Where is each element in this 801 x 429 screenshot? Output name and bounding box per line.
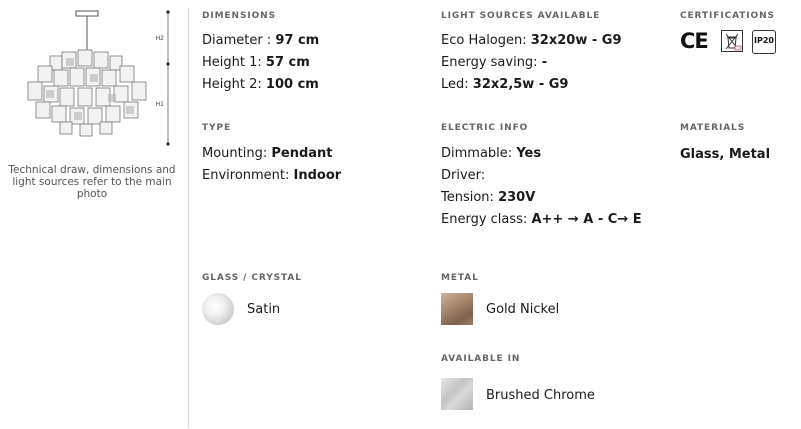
ip20-icon: IP20	[752, 30, 776, 54]
vertical-divider	[188, 8, 189, 428]
chandelier-drawing-icon	[10, 8, 180, 158]
height1-row	[202, 55, 310, 70]
energy-class-value: A++ → A - C→ E	[531, 212, 642, 227]
weee-bin-icon	[721, 30, 743, 52]
gold-nickel-swatch	[441, 293, 473, 325]
brushed-chrome-swatch	[441, 378, 473, 410]
energy-class-label: Energy class:	[441, 212, 528, 227]
electric-heading: ELECTRIC INFO	[441, 123, 529, 133]
dimensions-heading: DIMENSIONS	[202, 11, 276, 21]
diameter-row	[202, 33, 319, 48]
mounting-row	[202, 146, 333, 161]
materials-heading: MATERIALS	[680, 123, 746, 133]
type-heading: TYPE	[202, 123, 232, 133]
led-label: Led:	[441, 77, 469, 92]
metal-finish: Gold Nickel	[486, 302, 560, 317]
eco-halogen-row	[441, 33, 622, 48]
materials-value: Glass, Metal	[680, 147, 771, 162]
dimmable-row	[441, 146, 541, 161]
height2-label: Height 2:	[202, 77, 262, 92]
dimmable-value: Yes	[516, 146, 542, 161]
tension-label: Tension:	[441, 190, 494, 205]
technical-drawing	[10, 8, 180, 158]
metal-heading: METAL	[441, 273, 479, 283]
environment-label: Environment:	[202, 168, 290, 183]
available-finish: Brushed Chrome	[486, 388, 595, 403]
driver-label: Driver:	[441, 168, 486, 183]
glass-finish: Satin	[247, 302, 281, 317]
environment-row	[202, 168, 341, 183]
energy-class-row	[441, 212, 642, 227]
tension-row	[441, 190, 535, 205]
height2-value: 100 cm	[265, 77, 319, 92]
height2-row	[202, 77, 319, 92]
driver-row	[441, 168, 485, 183]
eco-halogen-label: Eco Halogen:	[441, 33, 527, 48]
eco-halogen-value: 32x20w - G9	[530, 33, 622, 48]
drawing-caption: Technical draw, dimensions and light sources refer to the main photo	[8, 164, 176, 200]
energy-saving-label: Energy saving:	[441, 55, 538, 70]
height1-value: 57 cm	[265, 55, 310, 70]
ce-mark-icon: CE	[680, 29, 708, 53]
dimmable-label: Dimmable:	[441, 146, 513, 161]
led-value: 32x2,5w - G9	[472, 77, 569, 92]
glass-heading: GLASS / CRYSTAL	[202, 273, 302, 283]
diameter-label: Diameter :	[202, 33, 272, 48]
satin-swatch	[202, 293, 234, 325]
light-sources-heading: LIGHT SOURCES AVAILABLE	[441, 11, 601, 21]
environment-value: Indoor	[293, 168, 342, 183]
diameter-value: 97 cm	[275, 33, 320, 48]
h1-label: H1	[155, 101, 164, 108]
energy-saving-value: -	[541, 55, 548, 70]
available-heading: AVAILABLE IN	[441, 354, 521, 364]
h2-label: H2	[155, 35, 164, 42]
tension-value: 230V	[498, 190, 536, 205]
height1-label: Height 1:	[202, 55, 262, 70]
mounting-value: Pendant	[271, 146, 333, 161]
mounting-label: Mounting:	[202, 146, 268, 161]
led-row	[441, 77, 568, 92]
certifications-heading: CERTIFICATIONS	[680, 11, 775, 21]
energy-saving-row	[441, 55, 547, 70]
